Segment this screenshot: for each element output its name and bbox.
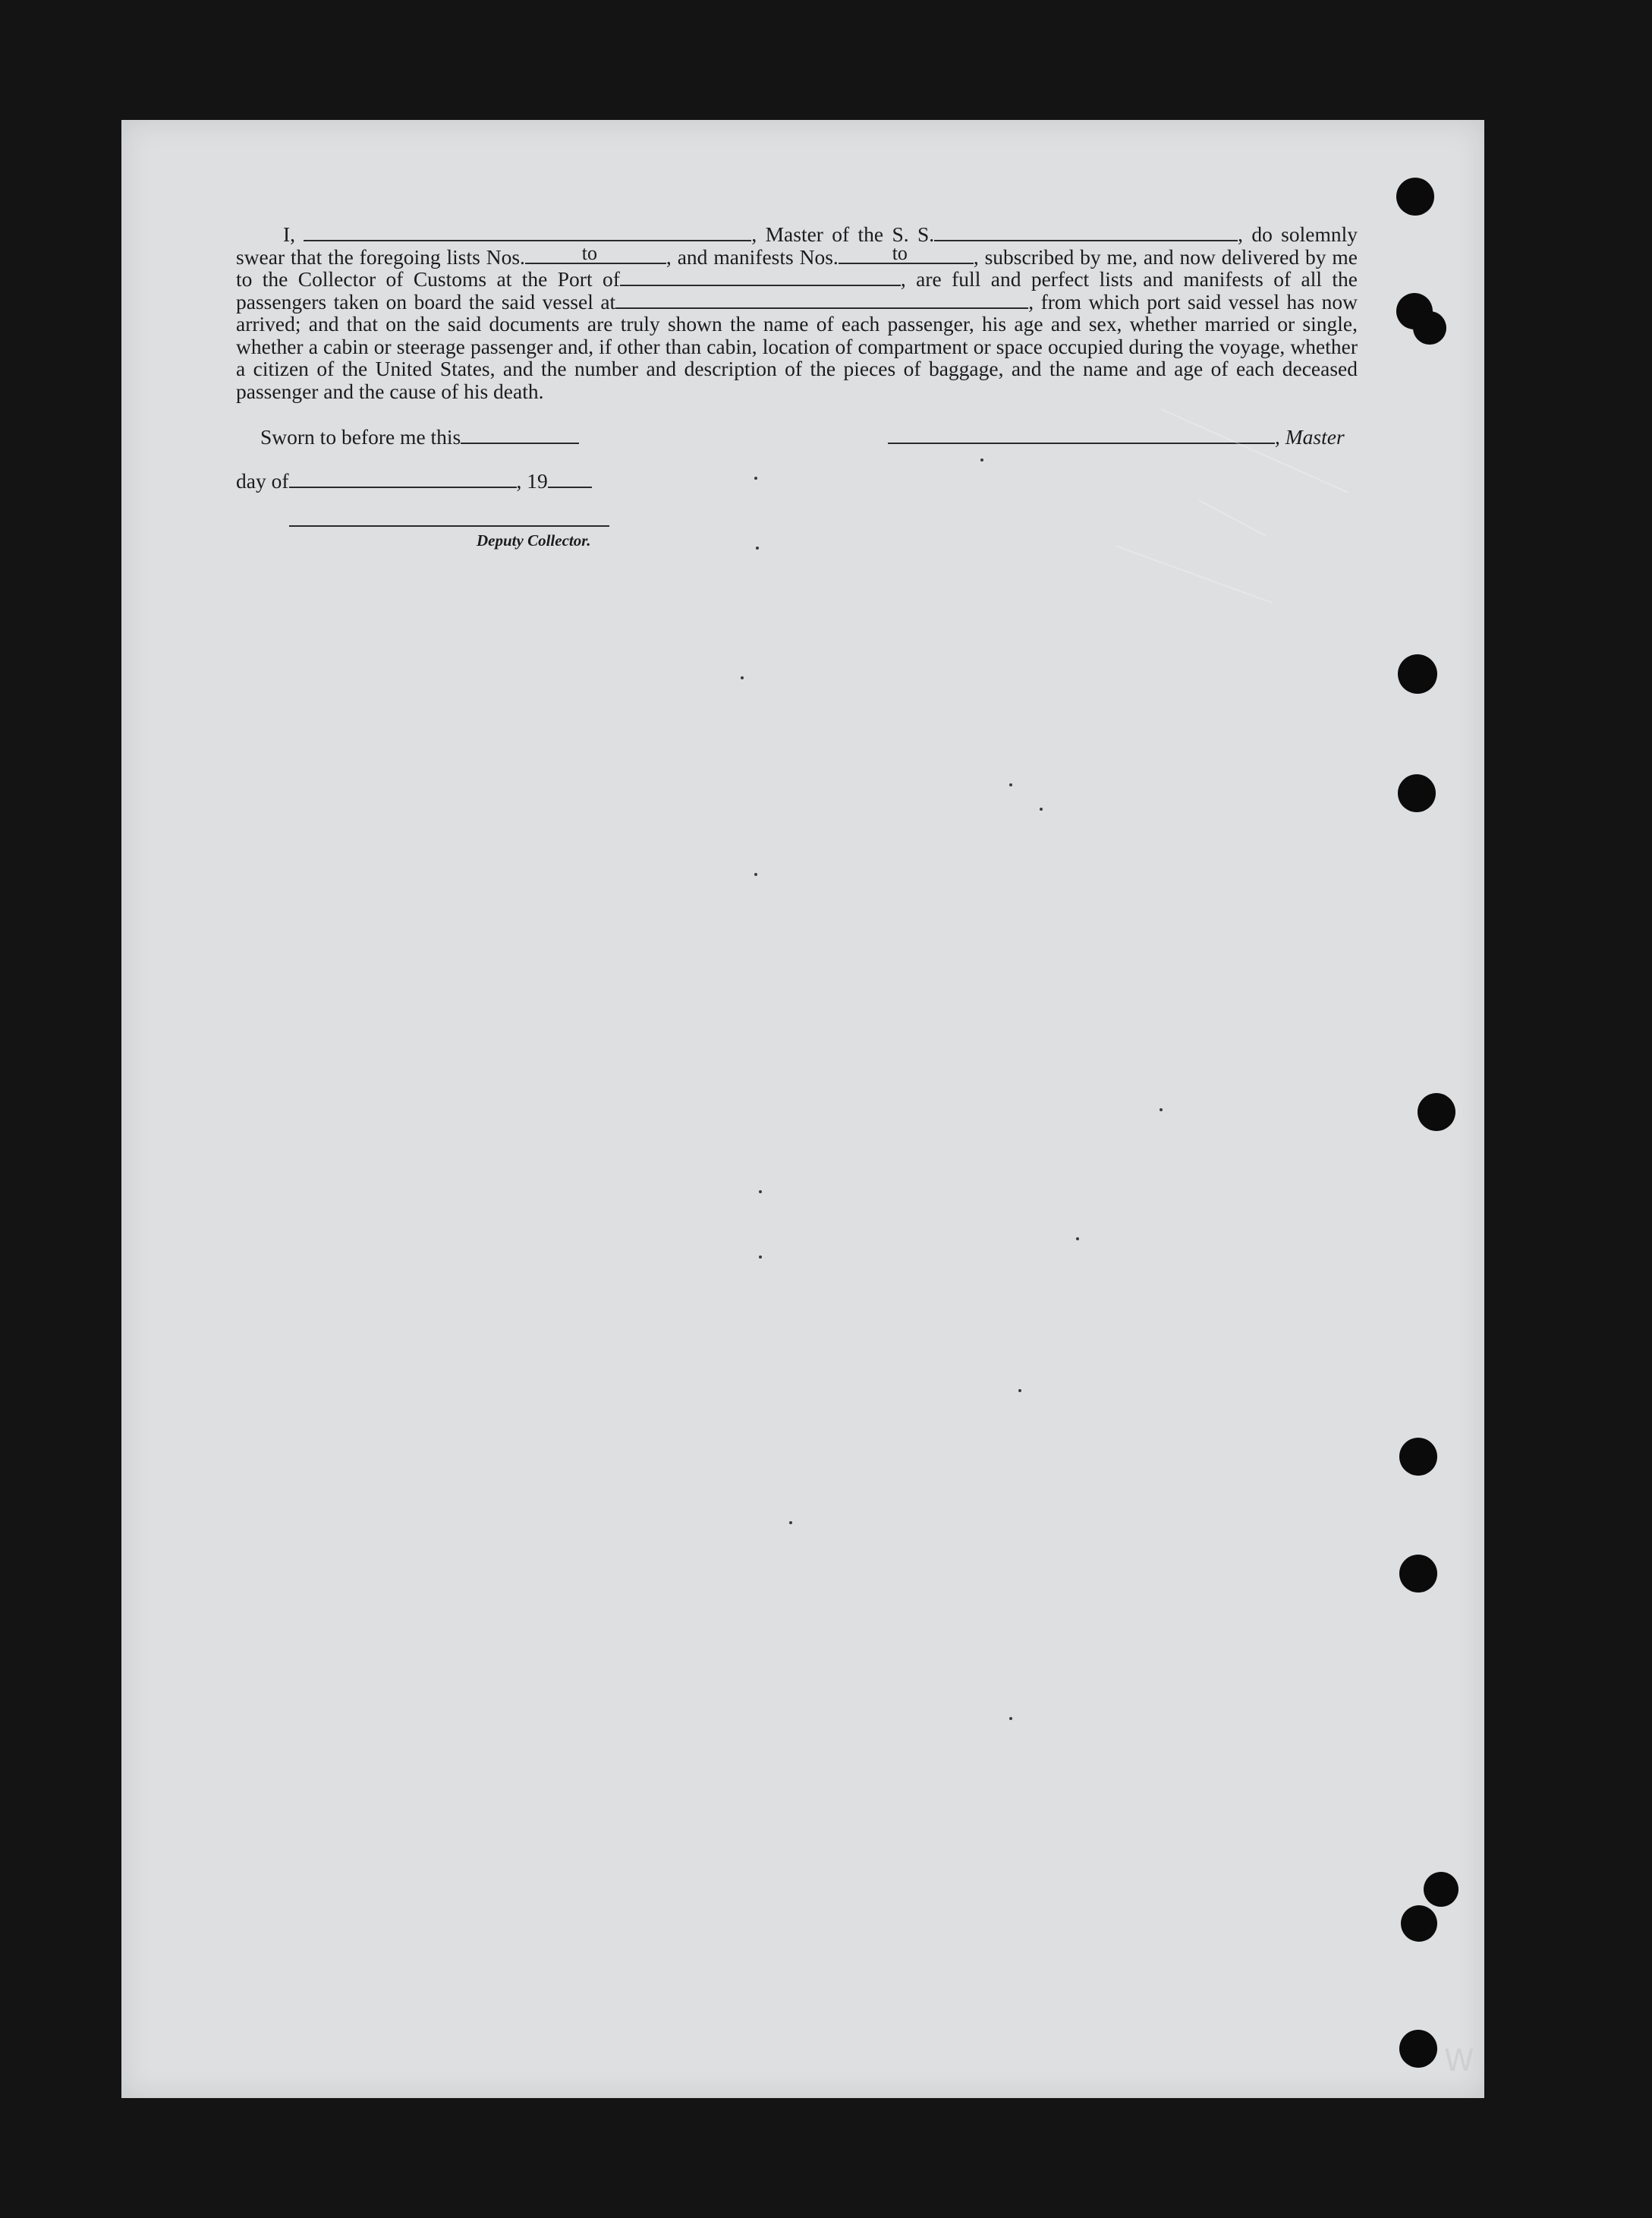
document-page <box>121 120 1484 2098</box>
scratch-mark <box>1115 545 1273 603</box>
deputy-signature-line <box>289 525 609 527</box>
binder-hole <box>1399 1555 1437 1593</box>
master-name-blank <box>304 225 751 241</box>
binder-hole <box>1413 311 1446 345</box>
binder-hole <box>1401 1905 1437 1942</box>
speck <box>1160 1108 1163 1111</box>
master-signature-blank <box>888 427 1275 444</box>
speck <box>759 1256 762 1259</box>
day-of-label: day of <box>236 469 289 493</box>
binder-hole <box>1398 654 1437 694</box>
ship-name-blank <box>934 225 1238 241</box>
oath-subscribed: , subscribed by me, and now delivered by me to the Collector of Customs at the Port of <box>236 244 1358 291</box>
manifests-to-word: to <box>892 242 908 264</box>
master-label: , Master <box>1275 425 1345 449</box>
master-signature-row <box>888 425 1345 449</box>
month-blank <box>289 471 517 488</box>
speck <box>741 676 744 679</box>
binder-hole <box>1424 1872 1458 1907</box>
sworn-day-blank <box>461 427 579 444</box>
oath-full-perfect: , are full and perfect lists and manifests of all the passengers taken on board the said vessel at <box>236 267 1358 313</box>
lists-from-blank <box>525 242 607 264</box>
lists-to-word: to <box>581 242 598 264</box>
sworn-row <box>260 425 579 449</box>
speck <box>754 873 757 876</box>
speck <box>756 547 759 550</box>
speck <box>1009 1717 1012 1720</box>
speck <box>1076 1237 1079 1240</box>
sworn-label: Sworn to before me this <box>260 425 461 449</box>
binder-hole <box>1418 1093 1455 1131</box>
speck <box>1018 1389 1021 1392</box>
oath-from-which: , from which port said vessel has now arrived; and that on the said documents are truly shown the name of each passenger, his age and sex, whether married or single, whether a cabin or steerage passenger and, if other than cabin, location of compartment or space occupied during the voyage, whether a citizen of the United States, and the number and description of the pieces of baggage, and the name and age of each deceased passenger and the cause of his death. <box>236 289 1358 403</box>
manifests-from-blank <box>839 242 914 264</box>
scratch-mark <box>1199 499 1267 537</box>
binder-hole <box>1399 2030 1437 2068</box>
binder-hole <box>1399 1438 1437 1476</box>
embark-port-blank <box>615 292 1028 309</box>
margin-mark: W <box>1444 2043 1474 2078</box>
day-of-row <box>236 469 592 493</box>
binder-hole <box>1398 774 1436 812</box>
speck <box>1040 808 1043 811</box>
lists-to-blank <box>607 247 666 264</box>
year-prefix: , 19 <box>516 469 548 493</box>
port-blank <box>620 269 901 286</box>
binder-hole <box>1396 178 1434 216</box>
speck <box>754 477 757 480</box>
speck <box>759 1190 762 1193</box>
year-blank <box>548 471 592 488</box>
scratch-mark <box>1161 408 1348 493</box>
oath-master-of-ss: , Master of the S. S. <box>751 222 935 246</box>
speck <box>1009 783 1012 786</box>
speck <box>980 458 983 462</box>
oath-do-solemnly: , do solemnly swear that the foregoing lists Nos. <box>236 222 1358 269</box>
speck <box>789 1521 792 1524</box>
oath-and-manifests: , and manifests Nos. <box>666 244 839 269</box>
manifests-to-blank <box>914 247 974 264</box>
oath-text <box>236 223 1358 402</box>
oath-paragraph <box>236 223 1358 402</box>
deputy-collector-label: Deputy Collector. <box>477 531 591 550</box>
oath-i: I, <box>283 222 296 246</box>
